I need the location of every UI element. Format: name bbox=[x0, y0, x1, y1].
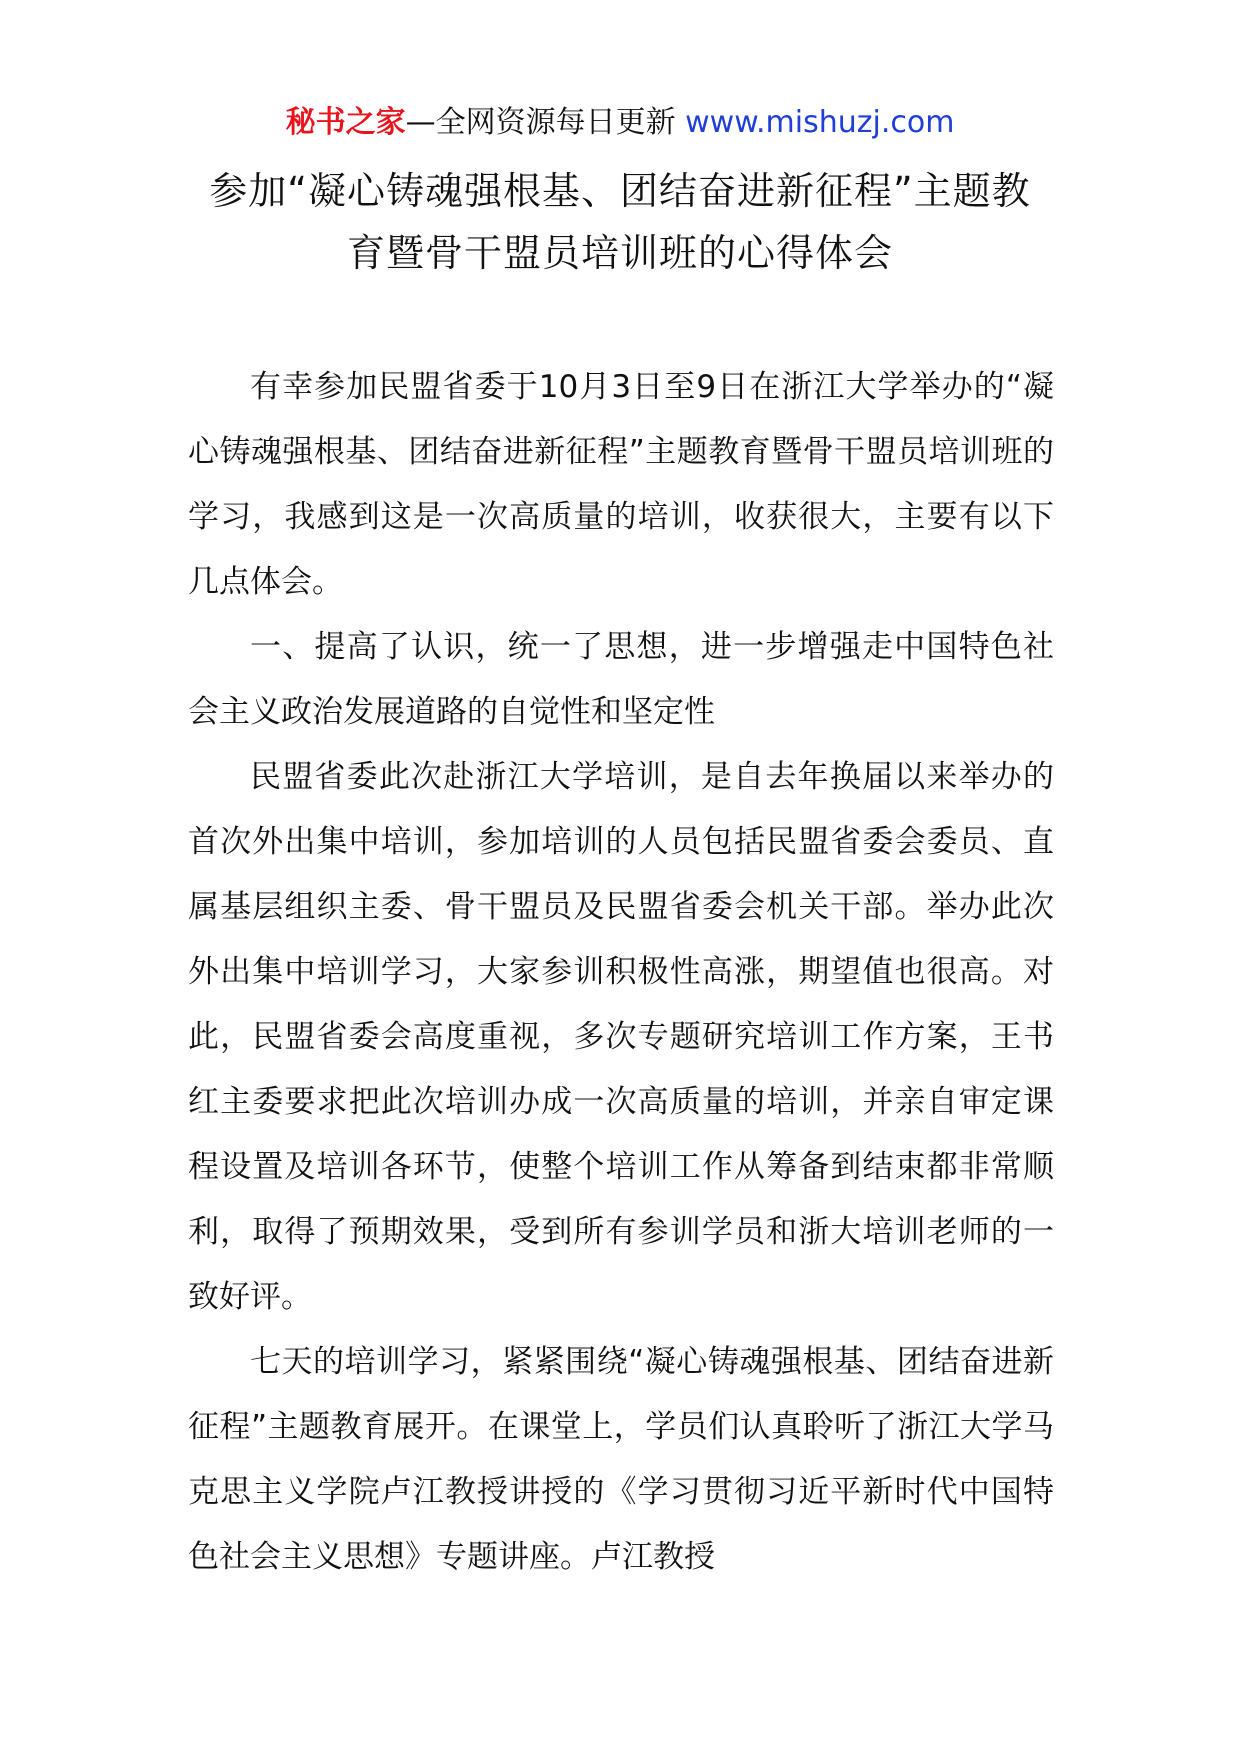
site-brand: 秘书之家 bbox=[285, 105, 406, 140]
site-tagline: —全网资源每日更新 bbox=[405, 105, 676, 140]
body-paragraph: 民盟省委此次赴浙江大学培训，是自去年换届以来举办的首次外出集中培训，参加培训的人员包括民盟省委会委员、直属基层组织主委、骨干盟员及民盟省委会机关干部。举办此次外出集中培训学习，大家参训积极性高涨，期望值也很高。对此，民盟省委会高度重视，多次专题研究培训工作方案，王书红主委要求把此次培训办成一次高质量的培训，并亲自审定课程设置及培训各环节，使整个培训工作从筹备到结束都非常顺利，取得了预期效果，受到所有参训学员和浙大培训老师的一致好评。 bbox=[188, 759, 1054, 1315]
site-header bbox=[0, 100, 1240, 146]
document-body bbox=[188, 355, 1054, 1590]
section-heading: 一、提高了认识，统一了思想，进一步增强走中国特色社会主义政治发展道路的自觉性和坚定性 bbox=[188, 629, 1054, 730]
body-paragraph: 七天的培训学习，紧紧围绕“凝心铸魂强根基、团结奋进新征程”主题教育展开。在课堂上，学员们认真聆听了浙江大学马克思主义学院卢江教授讲授的《学习贯彻习近平新时代中国特色社会主义思想》专题讲座。卢江教授 bbox=[188, 1344, 1054, 1575]
document-title: 参加“凝心铸魂强根基、团结奋进新征程”主题教育暨骨干盟员培训班的心得体会 bbox=[209, 169, 1031, 275]
body-paragraph: 有幸参加民盟省委于10月3日至9日在浙江大学举办的“凝心铸魂强根基、团结奋进新征程”主题教育暨骨干盟员培训班的学习，我感到这是一次高质量的培训，收获很大，主要有以下几点体会。 bbox=[188, 369, 1054, 600]
site-url-link[interactable]: www.mishuzj.com bbox=[685, 105, 955, 140]
